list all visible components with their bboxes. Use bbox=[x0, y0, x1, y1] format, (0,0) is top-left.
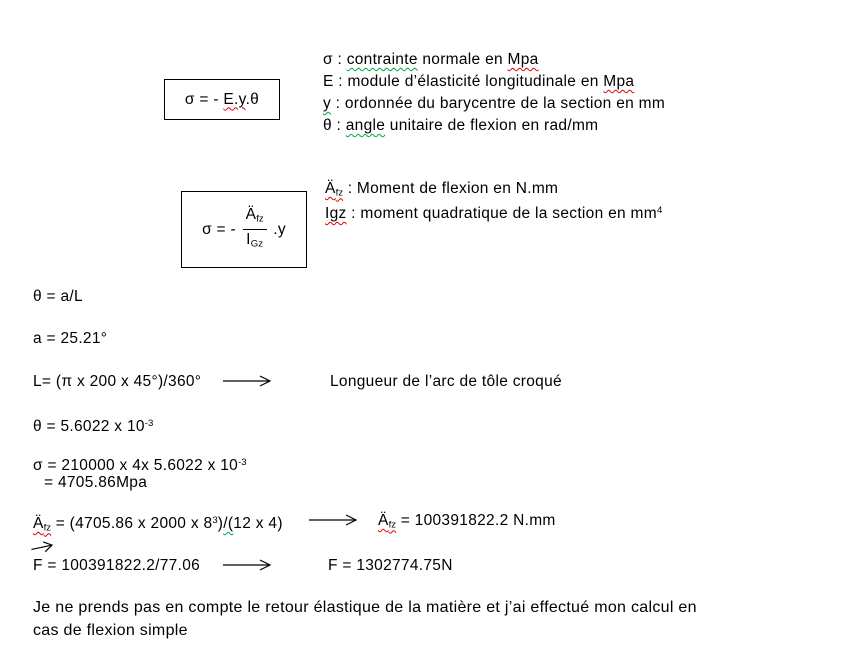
formula-box-sigma-mfz-igz bbox=[181, 191, 307, 268]
calc-line-f-result: F = 1302774.75N bbox=[328, 557, 453, 574]
calc-line-a-value: a = 25.21° bbox=[33, 330, 108, 347]
legend-line-y: y : ordonnée du barycentre de la section en mm bbox=[323, 95, 666, 112]
calc-line-theta-al: θ = a/L bbox=[33, 288, 83, 305]
calc-line-l-label: Longueur de l’arc de tôle croqué bbox=[330, 373, 562, 390]
fraction-suffix: .y bbox=[268, 220, 286, 238]
calc-line-mfz-formula: $Ä_{fz} = (4705.86$ x 2000 x $8^3)/(12$ x 4) bbox=[33, 514, 283, 534]
fraction-denominator: $I_{Gz}$ bbox=[246, 231, 264, 250]
legend-line-mfz: $Ä_{fz}$ : Moment de flexion en N.mm bbox=[325, 180, 559, 199]
calc-line-sigma-result: = 4705.86Mpa bbox=[44, 474, 148, 491]
calc-line-l-formula: L= (π x 200 x 45°)/360° bbox=[33, 373, 202, 390]
formula-sigma-eyt: σ = - E.y.θ bbox=[184, 90, 260, 108]
calc-line-theta-value: θ = 5.6022 x $10^{-3}$ bbox=[33, 417, 154, 435]
right-arrow-icon bbox=[308, 513, 358, 527]
fraction bbox=[243, 206, 267, 252]
right-arrow-icon bbox=[222, 374, 272, 388]
legend-line-sigma: σ : contrainte normale en Mpa bbox=[323, 51, 539, 68]
legend-line-e: E : module d’élasticité longitudinale en Mpa bbox=[323, 73, 635, 90]
right-arrow-icon bbox=[222, 558, 272, 572]
formula-box-sigma-eyt bbox=[164, 79, 280, 120]
fraction-numerator: $Ä_{fz}$ bbox=[243, 206, 267, 230]
calc-line-sigma-calc: σ = 210000 x 4x 5.6022 x $10^{-3}$ bbox=[33, 456, 247, 474]
legend-line-igz: Igz : moment quadratique de la section en $mm^4$ bbox=[325, 204, 663, 222]
small-right-arrow-icon bbox=[30, 538, 56, 554]
calc-line-f-formula: F = 100391822.2/77.06 bbox=[33, 557, 201, 574]
conclusion-paragraph-line2: cas de flexion simple bbox=[33, 622, 188, 639]
conclusion-paragraph-line1: Je ne prends pas en compte le retour élastique de la matière et j’ai effectué mon calcul en bbox=[33, 599, 697, 616]
calc-line-mfz-result: $Ä_{fz} = 100391822.2$ N.mm bbox=[378, 512, 556, 531]
legend-line-theta: θ : angle unitaire de flexion en rad/mm bbox=[323, 117, 599, 134]
fraction-prefix: σ = - bbox=[202, 220, 241, 238]
